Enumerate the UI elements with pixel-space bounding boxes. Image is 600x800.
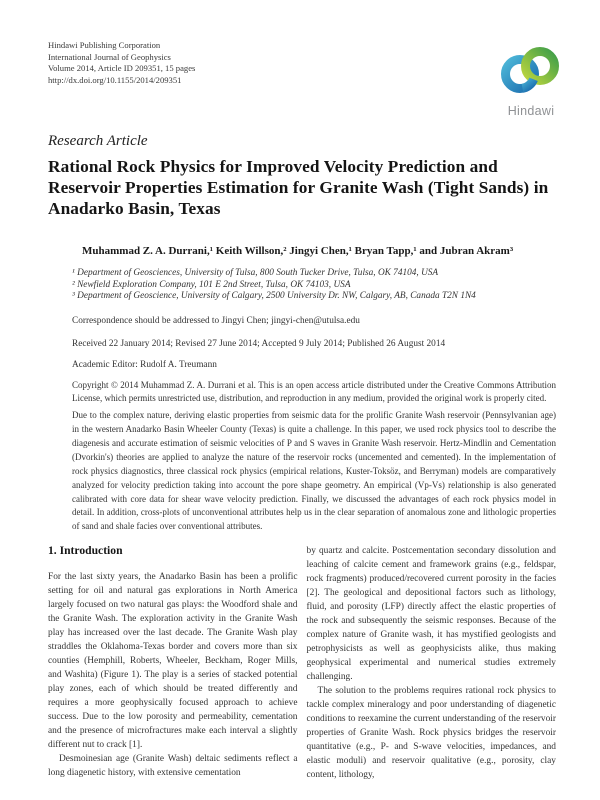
abstract-text: Due to the complex nature, deriving elastic properties from seismic data for the prolific Granite Wash reservoir (Pennsylvanian age) in the western Anadarko Basin Wheeler County (Texas) is quite a challenge. In this paper, we used rock physics tool to describe the diagenesis and accurate estimation of seismic velocities of P and S waves in Granite Wash reservoir. Hertz-Mindlin and Cementation (Dvorkin's) theories are applied to analyze the nature of the reservoir rocks (uncemented and cemented). In the implementation of rock physics diagnostics, three classical rock physics (empirical relations, Kuster-Toksöz, and Berryman) models are comparatively analyzed for velocity prediction taking into account the pore shape geometry. An empirical (Vp-Vs) relationship is also generated calibrated with core data for shear wave velocity prediction. Finally, we discussed the advantages of each rock physics model in detail. In addition, cross-plots of unconventional attributes help us in the clear separation of anomalous zone and lithologic properties of sand and shale facies over conventional attributes. <box>72 410 556 532</box>
right-column <box>307 544 557 782</box>
affiliation-3: ³ Department of Geoscience, University of Calgary, 2500 University Dr. NW, Calgary, AB, Canada T2N 1N4 <box>72 291 476 301</box>
doi-link: http://dx.doi.org/10.1155/2014/209351 <box>48 74 182 85</box>
copyright-notice: Copyright © 2014 Muhammad Z. A. Durrani et al. This is an open access article distributed under the Creative Commons Attribution License, which permits unrestricted use, distribution, and reproduction in any medium, provided the original work is properly cited. <box>72 379 556 403</box>
affiliation-2: ² Newfield Exploration Company, 101 E 2nd Street, Tulsa, OK 74103, USA <box>72 279 351 290</box>
hindawi-logo <box>490 44 572 118</box>
journal-name: International Journal of Geophysics <box>48 51 171 62</box>
affiliation-1: ¹ Department of Geosciences, University of Tulsa, 800 South Tucker Drive, Tulsa, OK 74104, USA <box>72 268 439 278</box>
volume-article-id-line: Volume 2014, Article ID 209351, 15 pages <box>48 63 196 73</box>
article-title: Rational Rock Physics for Improved Velocity Prediction and Reservoir Properties Estimation for Granite Wash (Tight Sands) in Anadarko Basin, Texas <box>48 157 549 218</box>
hindawi-rings-icon <box>494 44 568 98</box>
affiliations-block <box>72 268 556 303</box>
intro-left-paragraph-1: For the last sixty years, the Anadarko Basin has been a prolific setting for oil and natural gas explorations in North America largely focused on two natural gas plays: the Woodford shale and the Granite Wash. The exploration activity in the Granite Wash play has increased over the last decade. The Granite Wash play straddles the Oklahoma-Texas border and covers more than six counties (Hemphill, Roberts, Wheeler, Beckham, Roger Mills, and Washita) (Figure 1). The play is a series of stacked potential play zones, each of which should be treated differently and requires a more geophysically focused approach to achieve success. Due to the low porosity and permeability, cementation and the presence of microfractures make each interval a slightly different nut to crack [1]. <box>48 572 298 751</box>
left-column <box>48 544 298 782</box>
revision-history-line: Received 22 January 2014; Revised 27 June 2014; Accepted 9 July 2014; Published 26 August 2014 <box>72 338 446 349</box>
academic-editor-line: Academic Editor: Rudolf A. Treumann <box>72 359 217 370</box>
authors-line: Muhammad Z. A. Durrani,¹ Keith Willson,² Jingyi Chen,¹ Bryan Tapp,¹ and Jubran Akram³ <box>82 245 514 257</box>
section-heading-introduction: 1. Introduction <box>48 544 123 558</box>
publisher-info-block <box>48 40 556 86</box>
hindawi-wordmark: Hindawi <box>507 104 555 118</box>
two-column-body <box>48 544 556 782</box>
intro-left-paragraph-2: Desmoinesian age (Granite Wash) deltaic sediments reflect a long diagenetic history, with extensive cementation <box>48 754 298 779</box>
intro-right-paragraph-1: by quartz and calcite. Postcementation secondary dissolution and leaching of calcite cement and framework grains (e.g., feldspar, rock fragments) produced/recovered current porosity in the facies [2]. The geological and depositional factors such as lithology, fluid, and porosity (LFP) directly affect the elastic properties of the rock and subsequently the seismic responses. Because of the complex nature of Granite wash, it has mystified geologists and petrophysicists as well as geophysicists alike, thus making geophysical experimental and numerical studies extremely challenging. <box>306 546 556 683</box>
front-matter <box>48 245 556 534</box>
intro-right-paragraph-2: The solution to the problems requires rational rock physics to tackle complex mineralogy and poor understanding of diagenetic conditions to reexamine the current understanding of the reservoir properties of Granite Wash. Rock physics bridges the reservoir quantitative (e.g., P- and S-wave velocities, impedances, and elastic moduli) and reservoir qualitative (e.g., porosity, clay content, lithology, <box>306 686 556 781</box>
correspondence-line: Correspondence should be addressed to Jingyi Chen; jingyi-chen@utulsa.edu <box>72 315 360 326</box>
article-type-label: Research Article <box>48 133 148 149</box>
publisher-name: Hindawi Publishing Corporation <box>48 40 161 50</box>
